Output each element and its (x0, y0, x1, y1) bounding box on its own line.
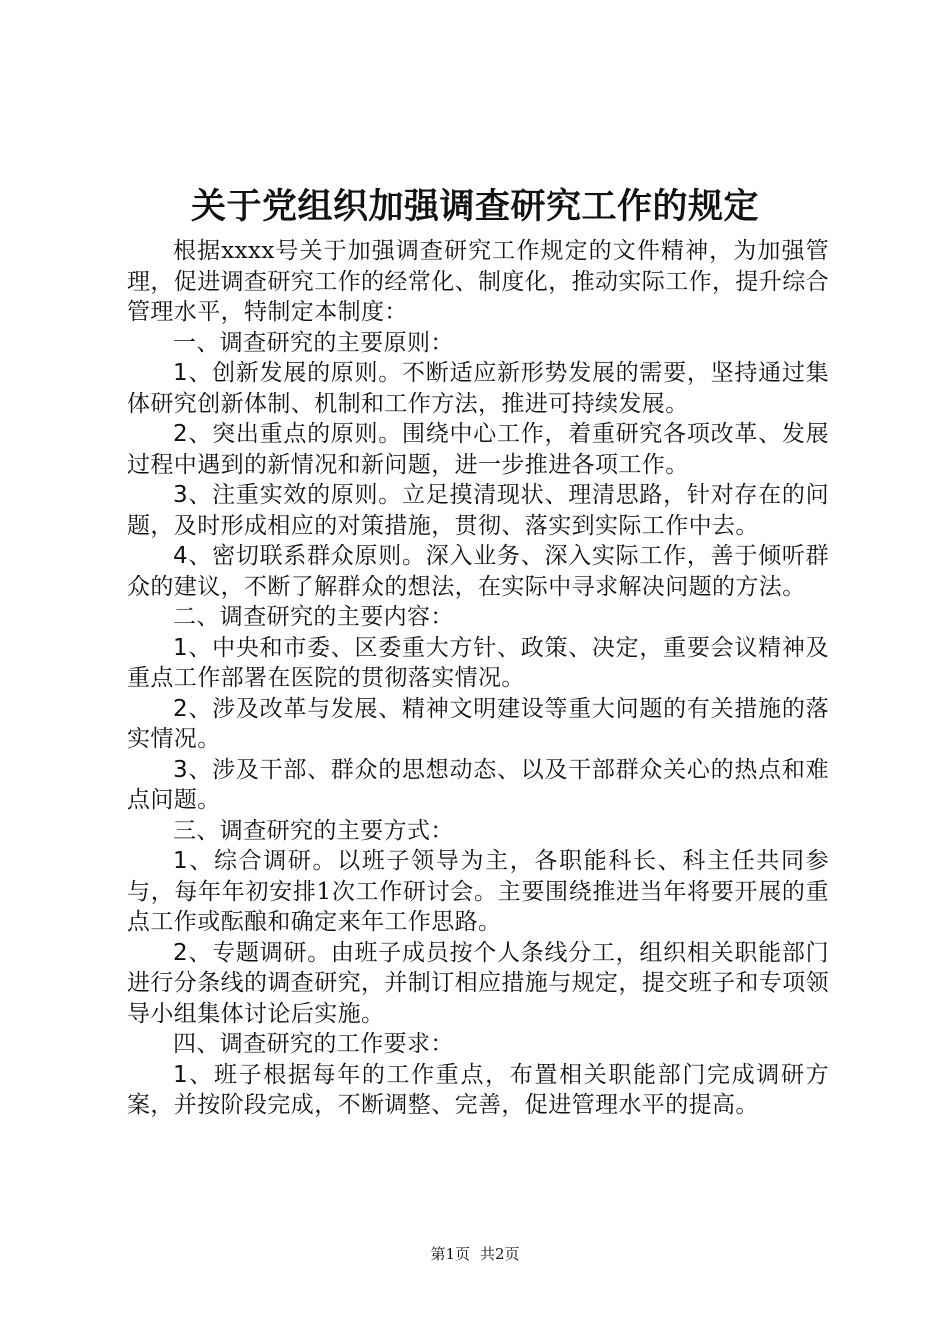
principle-item (127, 480, 829, 541)
intro-paragraph: 根据xxxx号关于加强调查研究工作规定的文件精神，为加强管理，促进调查研究工作的经常化、制度化，推动实际工作，提升综合管理水平，特制定本制度： (127, 238, 829, 325)
method-lead: 1、综合调研。 (173, 848, 338, 874)
page-total: 共2页 (480, 1245, 520, 1263)
principle-item (127, 358, 829, 419)
section-heading-requirements: 四、调查研究的工作要求： (173, 1031, 454, 1057)
method-item (127, 938, 829, 1030)
section-heading-methods: 三、调查研究的主要方式： (173, 817, 454, 844)
principle-text: 立足摸清现状、理清思路，针对存在的问题，及时形成相应的对策措施，贯彻、落实到实际工作中去。 (127, 482, 829, 539)
method-item (127, 846, 829, 938)
page-number: 第1页 (430, 1245, 470, 1263)
method-lead: 2、专题调研。 (173, 939, 331, 966)
principle-lead: 3、注重实效的原则。 (173, 482, 403, 508)
content-item: 1、中央和市委、区委重大方针、政策、决定，重要会议精神及重点工作部署在医院的贯彻落实情况。 (127, 634, 829, 691)
section-heading-principles: 一、调查研究的主要原则： (173, 329, 454, 356)
principle-text: 深入业务、深入实际工作，善于倾听群众的建议，不断了解群众的想法，在实际中寻求解决问题的方法。 (127, 543, 829, 600)
principle-lead: 4、密切联系群众原则。 (173, 543, 426, 569)
principle-lead: 2、突出重点的原则。 (173, 421, 403, 447)
document-body (127, 236, 829, 1121)
content-item: 3、涉及干部、群众的思想动态、以及干部群众关心的热点和难点问题。 (127, 756, 829, 813)
method-text: 以班子领导为主，各职能科长、科主任共同参与，每年年初安排1次工作研讨会。主要围绕推进当年将要开展的重点工作或酝酿和确定来年工作思路。 (127, 848, 829, 935)
requirement-item: 1、班子根据每年的工作重点，布置相关职能部门完成调研方案，并按阶段完成，不断调整、完善，促进管理水平的提高。 (127, 1061, 829, 1118)
content-item: 2、涉及改革与发展、精神文明建设等重大问题的有关措施的落实情况。 (127, 695, 829, 752)
principle-text: 围绕中心工作，着重研究各项改革、发展过程中遇到的新情况和新问题，进一步推进各项工作。 (127, 421, 829, 478)
method-text: 由班子成员按个人条线分工，组织相关职能部门进行分条线的调查研究，并制订相应措施与规定，提交班子和专项领导小组集体讨论后实施。 (127, 939, 829, 1027)
principle-item (127, 541, 829, 602)
principle-text: 不断适应新形势发展的需要，坚持通过集体研究创新体制、机制和工作方法，推进可持续发展。 (127, 360, 829, 417)
page-footer (0, 1244, 950, 1264)
principle-item (127, 419, 829, 480)
section-heading-content: 二、调查研究的主要内容： (173, 604, 454, 630)
document-title: 关于党组织加强调查研究工作的规定 (190, 186, 759, 227)
principle-lead: 1、创新发展的原则。 (173, 360, 403, 386)
